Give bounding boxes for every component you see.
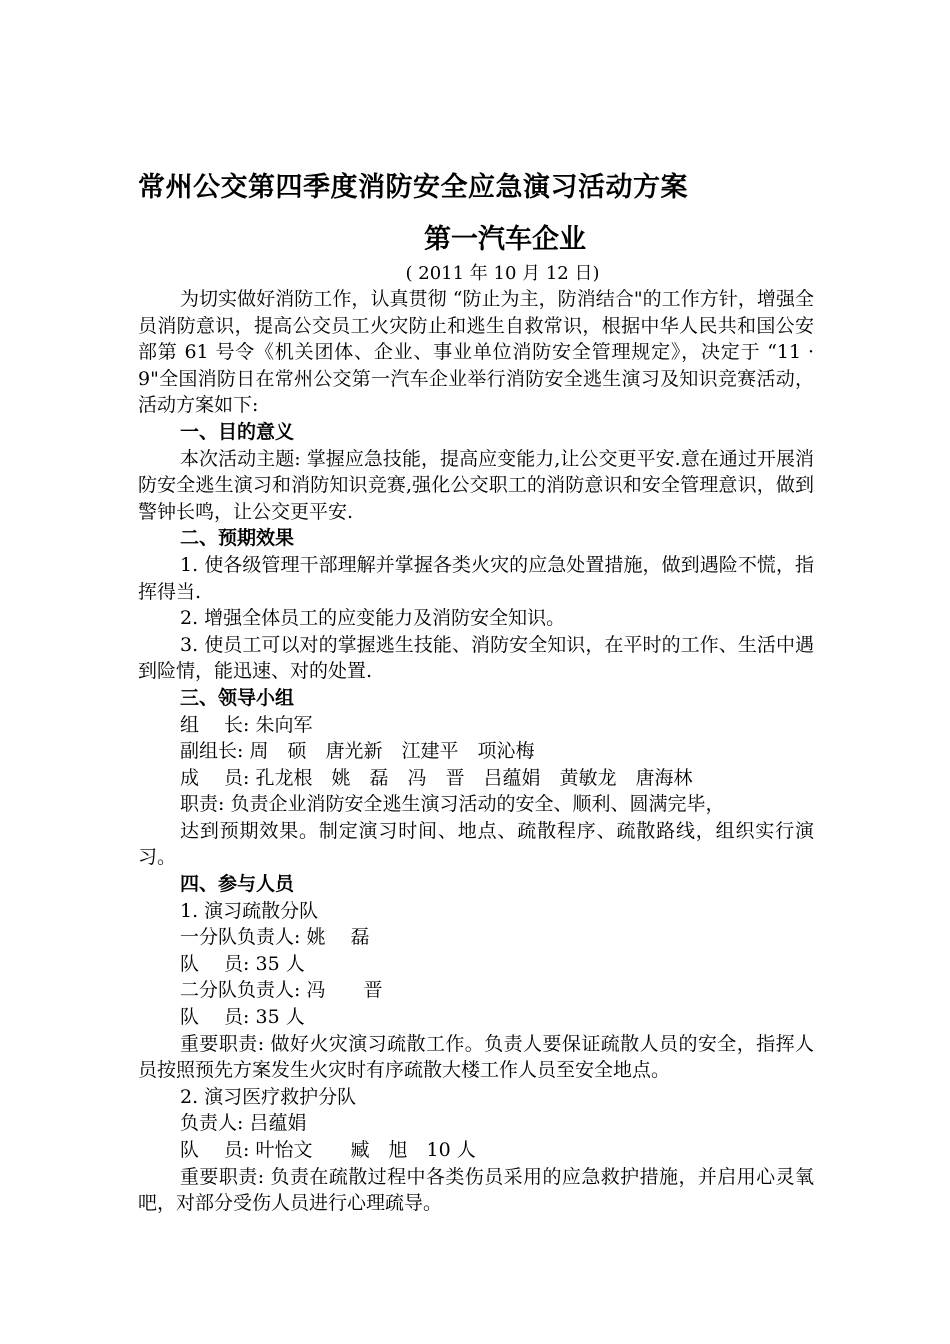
result-item-2: 2. 增强全体员工的应变能力及消防安全知识。 xyxy=(180,607,566,630)
team-medical-name: 2. 演习医疗救护分队 xyxy=(180,1085,357,1108)
section-heading-expected-results: 二、预期效果 xyxy=(180,527,295,550)
section-heading-purpose: 一、目的意义 xyxy=(180,420,295,443)
purpose-paragraph: 本次活动主题: 掌握应急技能，提高应变能力,让公交更平安.意在通过开展消防安全逃生演习和消防知识竞赛,强化公交职工的消防意识和安全管理意识，做到警钟长鸣，让公交更平安. xyxy=(138,447,814,523)
section-heading-leadership: 三、领导小组 xyxy=(180,686,295,709)
leadership-duty-line-1: 职责: 负责企业消防安全逃生演习活动的安全、顺利、圆满完毕， xyxy=(180,793,725,816)
result-item-3: 3. 使员工可以对的掌握逃生技能、消防安全知识，在平时的工作、生活中遇到险情，能迅速、对的处置. xyxy=(138,633,814,683)
medical-members-line: 队 员: 叶怡文 臧 旭 10 人 xyxy=(180,1139,476,1161)
medical-duty-paragraph: 重要职责: 负责在疏散过程中各类伤员采用的应急救护措施，并启用心灵氧吧，对部分受伤人员进行心理疏导。 xyxy=(138,1165,814,1215)
document-title: 常州公交第四季度消防安全应急演习活动方案 xyxy=(138,172,688,203)
leadership-duty-line-2: 达到预期效果。制定演习时间、地点、疏散程序、疏散路线，组织实行演习。 xyxy=(138,819,814,869)
team1-members-line: 队 员: 35 人 xyxy=(180,952,305,975)
deputy-leader-line: 副组长: 周 硕 唐光新 江建平 项沁梅 xyxy=(180,740,535,763)
evacuation-duty-paragraph: 重要职责: 做好火灾演习疏散工作。负责人要保证疏散人员的安全，指挥人员按照预先方案发生火灾时有序疏散大楼工作人员至安全地点。 xyxy=(138,1032,814,1082)
document-body xyxy=(138,286,814,1217)
team2-leader-line: 二分队负责人: 冯 晋 xyxy=(180,979,383,1002)
section-heading-participants: 四、参与人员 xyxy=(180,873,295,896)
team-evacuation-name: 1. 演习疏散分队 xyxy=(180,899,319,922)
team2-members-line: 队 员: 35 人 xyxy=(180,1006,305,1029)
intro-paragraph: 为切实做好消防工作，认真贯彻 “防止为主，防消结合"的工作方针，增强全员消防意识，提高公交员工火灾防止和逃生自救常识，根据中华人民共和国公安部第 61 号令《机关团体、企业、事业单位消防安全管理规定》，决定于 “11 · 9"全国消防日在常州公交第一汽车企业举行消防安全逃生演习及知识竞赛活动，活动方案如下: xyxy=(138,288,814,417)
medical-leader-line: 负责人: 吕蕴娟 xyxy=(180,1112,307,1135)
leader-line: 组 长: 朱向军 xyxy=(180,713,313,736)
document-subtitle: 第一汽车企业 xyxy=(424,224,586,255)
members-line: 成 员: 孔龙根 姚 磊 冯 晋 吕蕴娟 黄敏龙 唐海林 xyxy=(180,766,693,789)
result-item-1: 1. 使各级管理干部理解并掌握各类火灾的应急处置措施，做到遇险不慌，指挥得当. xyxy=(138,553,814,603)
team1-leader-line: 一分队负责人: 姚 磊 xyxy=(180,926,370,949)
document-date: ( 2011 年 10 月 12 日) xyxy=(405,263,600,284)
